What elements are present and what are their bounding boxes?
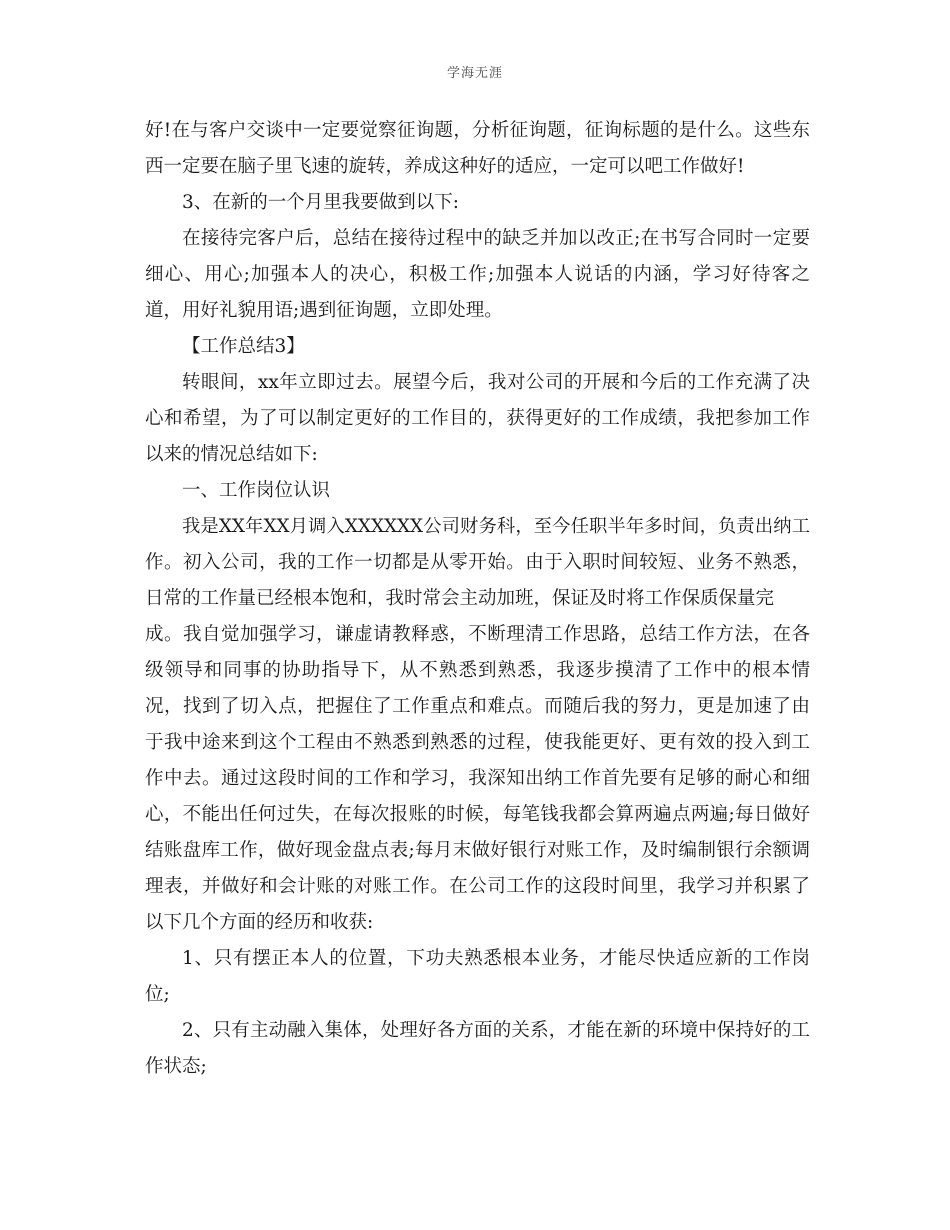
text-line: 位; xyxy=(145,984,170,1005)
text-line: 作状态; xyxy=(145,1056,207,1077)
text-line: 转眼间，xx年立即过去。展望今后，我对公司的开展和今后的工作充满了决 xyxy=(182,372,810,393)
text-line: 结账盘库工作，做好现金盘点表;每月末做好银行对账工作，及时编制银行余额调 xyxy=(145,840,810,861)
text-line: 作中去。通过这段时间的工作和学习，我深知出纳工作首先要有足够的耐心和细 xyxy=(145,768,810,789)
text-line: 作。初入公司，我的工作一切都是从零开始。由于入职时间较短、业务不熟悉， xyxy=(145,552,810,573)
text-line: 日常的工作量已经根本饱和，我时常会主动加班，保证及时将工作保质保量完 xyxy=(145,588,775,609)
text-line: 3、在新的一个月里我要做到以下: xyxy=(182,192,460,213)
text-line: 在接待完客户后，总结在接待过程中的缺乏并加以改正;在书写合同时一定要 xyxy=(182,228,810,249)
text-line: 以来的情况总结如下: xyxy=(145,444,318,465)
text-line: 好!在与客户交谈中一定要觉察征询题，分析征询题，征询标题的是什么。这些东 xyxy=(145,120,811,141)
section-heading: 【工作总结3】 xyxy=(182,336,305,357)
text-line: 西一定要在脑子里飞速的旋转，养成这种好的适应，一定可以吧工作做好! xyxy=(145,156,745,177)
text-line: 级领导和同事的协助指导下，从不熟悉到熟悉，我逐步摸清了工作中的根本情 xyxy=(145,660,810,681)
text-line: 心和希望，为了可以制定更好的工作目的，获得更好的工作成绩，我把参加工作 xyxy=(145,408,810,429)
text-line: 于我中途来到这个工程由不熟悉到熟悉的过程，使我能更好、更有效的投入到工 xyxy=(145,732,810,753)
text-line: 况，找到了切入点，把握住了工作重点和难点。而随后我的努力，更是加速了由 xyxy=(145,696,810,717)
text-line: 1、只有摆正本人的位置，下功夫熟悉根本业务，才能尽快适应新的工作岗 xyxy=(182,948,810,969)
section-heading: 一、工作岗位认识 xyxy=(182,480,331,501)
text-line: 2、只有主动融入集体，处理好各方面的关系，才能在新的环境中保持好的工 xyxy=(182,1020,810,1041)
text-line: 以下几个方面的经历和收获: xyxy=(145,912,374,933)
page-header-watermark: 学海无涯 xyxy=(446,66,503,81)
text-line: 我是XX年XX月调入XXXXXX公司财务科，至今任职半年多时间，负责出纳工 xyxy=(182,516,810,537)
text-line: 理表，并做好和会计账的对账工作。在公司工作的这段时间里，我学习并积累了 xyxy=(145,876,810,897)
text-line: 心，不能出任何过失，在每次报账的时候，每笔钱我都会算两遍点两遍;每日做好 xyxy=(145,804,810,825)
text-line: 细心、用心;加强本人的决心，积极工作;加强本人说话的内涵，学习好待客之 xyxy=(145,264,810,285)
text-line: 道，用好礼貌用语;遇到征询题，立即处理。 xyxy=(145,300,503,321)
text-line: 成。我自觉加强学习，谦虚请教释惑，不断理清工作思路，总结工作方法，在各 xyxy=(145,624,810,645)
document-body xyxy=(145,113,810,1085)
